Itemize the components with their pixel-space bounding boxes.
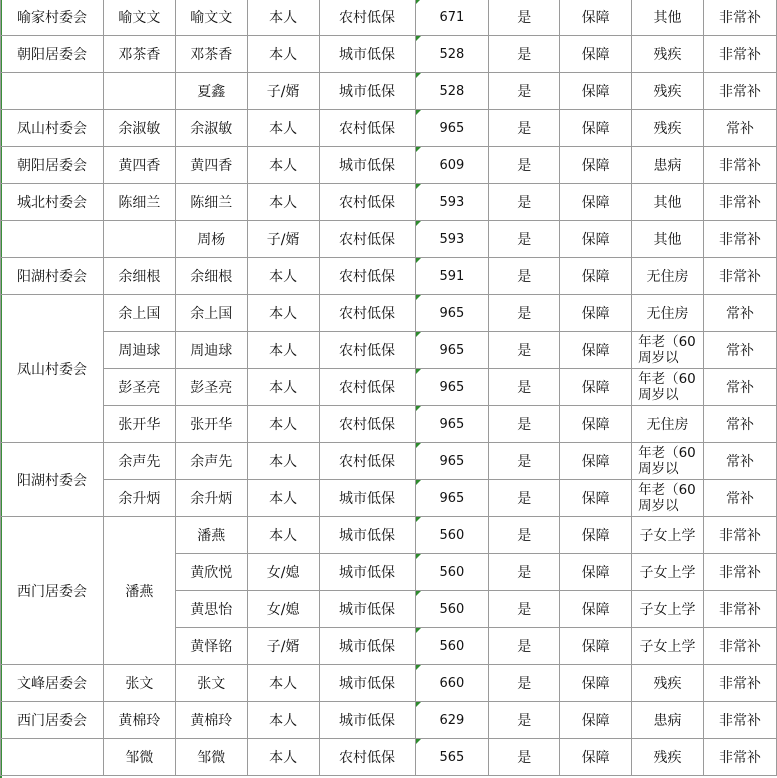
cell-amount[interactable]: 629 [415,702,489,739]
cell-village[interactable]: 凤山村委会 [1,295,104,443]
cell-type[interactable]: 农村低保 [319,295,415,332]
cell-type[interactable]: 城市低保 [319,517,415,554]
table-row [1,258,777,295]
table-row [1,517,777,554]
cell-amount[interactable]: 965 [415,369,489,406]
cell-type[interactable]: 城市低保 [319,554,415,591]
cell-name[interactable]: 周迪球 [175,332,247,369]
table-row [1,73,777,110]
cell-reason[interactable]: 子女上学 [632,517,704,554]
cell-category[interactable]: 保障 [560,36,632,73]
cell-category[interactable]: 保障 [560,443,632,480]
cell-category[interactable]: 保障 [560,369,632,406]
cell-flag[interactable]: 是 [489,184,560,221]
cell-subsidy[interactable]: 非常补 [704,739,777,776]
cell-category[interactable]: 保障 [560,480,632,517]
table-row [1,480,777,517]
cell-reason[interactable]: 无住房 [632,406,704,443]
cell-name[interactable]: 彭圣亮 [175,369,247,406]
cell-subsidy[interactable]: 非常补 [704,36,777,73]
cell-head[interactable]: 喻文文 [103,0,175,36]
cell-relation[interactable]: 女/媳 [247,554,319,591]
table-row [1,0,777,36]
cell-subsidy[interactable]: 非常补 [704,628,777,665]
cell-relation[interactable]: 子/婿 [247,221,319,258]
cell-flag[interactable]: 是 [489,0,560,36]
cell-relation[interactable]: 本人 [247,332,319,369]
cell-village[interactable] [1,221,104,258]
cell-subsidy[interactable]: 常补 [704,110,777,147]
cell-type[interactable]: 农村低保 [319,369,415,406]
table-row [1,443,777,480]
cell-category[interactable]: 保障 [560,628,632,665]
cell-category[interactable]: 保障 [560,332,632,369]
cell-flag[interactable]: 是 [489,369,560,406]
cell-category[interactable]: 保障 [560,591,632,628]
cell-relation[interactable]: 本人 [247,295,319,332]
cell-amount[interactable]: 565 [415,739,489,776]
cell-reason[interactable]: 年老（60周岁以 [632,480,704,517]
cell-type[interactable]: 农村低保 [319,258,415,295]
cell-flag[interactable]: 是 [489,258,560,295]
cell-village[interactable]: 阳湖村委会 [1,258,104,295]
cell-name[interactable]: 余淑敏 [175,110,247,147]
cell-name[interactable]: 夏鑫 [175,73,247,110]
cell-relation[interactable]: 本人 [247,443,319,480]
cell-head[interactable] [103,221,175,258]
cell-head[interactable]: 张开华 [103,406,175,443]
cell-relation[interactable]: 本人 [247,36,319,73]
cell-reason[interactable]: 年老（60周岁以 [632,369,704,406]
cell-head[interactable] [103,73,175,110]
cell-name[interactable]: 张开华 [175,406,247,443]
cell-reason[interactable]: 其他 [632,221,704,258]
cell-category[interactable]: 保障 [560,258,632,295]
cell-reason[interactable]: 子女上学 [632,628,704,665]
cell-relation[interactable]: 本人 [247,739,319,776]
table-row [1,147,777,184]
cell-relation[interactable]: 本人 [247,369,319,406]
cell-head[interactable]: 余细根 [103,258,175,295]
cell-type[interactable]: 城市低保 [319,480,415,517]
cell-subsidy[interactable]: 非常补 [704,517,777,554]
cell-type[interactable]: 农村低保 [319,739,415,776]
cell-reason[interactable]: 子女上学 [632,591,704,628]
table-row [1,739,777,776]
cell-flag[interactable]: 是 [489,554,560,591]
cell-name[interactable]: 黄欣悦 [175,554,247,591]
cell-category[interactable]: 保障 [560,73,632,110]
cell-head[interactable]: 邓茶香 [103,36,175,73]
cell-reason[interactable]: 患病 [632,147,704,184]
cell-category[interactable]: 保障 [560,406,632,443]
cell-flag[interactable]: 是 [489,628,560,665]
cell-relation[interactable]: 本人 [247,702,319,739]
cell-amount[interactable]: 560 [415,517,489,554]
cell-category[interactable]: 保障 [560,184,632,221]
cell-type[interactable]: 城市低保 [319,702,415,739]
cell-subsidy[interactable]: 常补 [704,480,777,517]
cell-subsidy[interactable]: 非常补 [704,665,777,702]
cell-subsidy[interactable]: 非常补 [704,591,777,628]
table-row [1,221,777,258]
cell-head[interactable]: 余上国 [103,295,175,332]
cell-head[interactable]: 彭圣亮 [103,369,175,406]
cell-type[interactable]: 城市低保 [319,665,415,702]
cell-name[interactable]: 黄思怡 [175,591,247,628]
cell-relation[interactable]: 本人 [247,147,319,184]
table-row [1,406,777,443]
cell-amount[interactable]: 965 [415,480,489,517]
cell-reason[interactable]: 无住房 [632,295,704,332]
cell-name[interactable]: 余上国 [175,295,247,332]
cell-name[interactable]: 黄怿铭 [175,628,247,665]
cell-flag[interactable]: 是 [489,702,560,739]
cell-amount[interactable]: 528 [415,36,489,73]
cell-type[interactable]: 城市低保 [319,147,415,184]
cell-category[interactable]: 保障 [560,702,632,739]
cell-category[interactable]: 保障 [560,147,632,184]
cell-name[interactable]: 邓茶香 [175,36,247,73]
cell-head[interactable]: 余声先 [103,443,175,480]
cell-subsidy[interactable]: 常补 [704,443,777,480]
cell-relation[interactable]: 本人 [247,110,319,147]
cell-type[interactable]: 农村低保 [319,406,415,443]
cell-category[interactable]: 保障 [560,110,632,147]
cell-category[interactable]: 保障 [560,554,632,591]
cell-name[interactable]: 周杨 [175,221,247,258]
cell-type[interactable]: 农村低保 [319,110,415,147]
table-row [1,36,777,73]
cell-head[interactable]: 黄棉玲 [103,702,175,739]
cell-category[interactable]: 保障 [560,517,632,554]
cell-village[interactable]: 朝阳居委会 [1,147,104,184]
cell-type[interactable]: 农村低保 [319,332,415,369]
table-body [1,0,777,776]
cell-relation[interactable]: 子/婿 [247,73,319,110]
cell-village[interactable]: 凤山村委会 [1,110,104,147]
cell-name[interactable]: 黄棉玲 [175,702,247,739]
cell-reason[interactable]: 残疾 [632,739,704,776]
cell-name[interactable]: 陈细兰 [175,184,247,221]
cell-head[interactable]: 黄四香 [103,147,175,184]
table-row [1,702,777,739]
cell-category[interactable]: 保障 [560,665,632,702]
cell-subsidy[interactable]: 非常补 [704,0,777,36]
cell-amount[interactable]: 528 [415,73,489,110]
cell-reason[interactable]: 残疾 [632,36,704,73]
cell-relation[interactable]: 本人 [247,258,319,295]
cell-amount[interactable]: 560 [415,554,489,591]
cell-category[interactable]: 保障 [560,739,632,776]
cell-amount[interactable]: 591 [415,258,489,295]
cell-relation[interactable]: 本人 [247,480,319,517]
cell-village[interactable]: 西门居委会 [1,517,104,665]
cell-reason[interactable]: 患病 [632,702,704,739]
cell-type[interactable]: 农村低保 [319,443,415,480]
cell-amount[interactable]: 965 [415,443,489,480]
cell-relation[interactable]: 本人 [247,184,319,221]
cell-subsidy[interactable]: 常补 [704,369,777,406]
cell-head[interactable]: 余升炳 [103,480,175,517]
cell-village[interactable]: 喻家村委会 [1,0,104,36]
cell-name[interactable]: 邹微 [175,739,247,776]
cell-name[interactable]: 喻文文 [175,0,247,36]
cell-name[interactable]: 余声先 [175,443,247,480]
cell-type[interactable]: 农村低保 [319,0,415,36]
cell-flag[interactable]: 是 [489,73,560,110]
cell-subsidy[interactable]: 常补 [704,332,777,369]
table-row [1,295,777,332]
cell-subsidy[interactable]: 非常补 [704,73,777,110]
cell-relation[interactable]: 本人 [247,0,319,36]
cell-flag[interactable]: 是 [489,739,560,776]
table-row [1,332,777,369]
cell-head[interactable]: 余淑敏 [103,110,175,147]
cell-flag[interactable]: 是 [489,36,560,73]
cell-reason[interactable]: 残疾 [632,665,704,702]
cell-subsidy[interactable]: 常补 [704,295,777,332]
cell-category[interactable]: 保障 [560,295,632,332]
cell-head[interactable]: 邹微 [103,739,175,776]
cell-type[interactable]: 城市低保 [319,73,415,110]
cell-village[interactable]: 城北村委会 [1,184,104,221]
cell-reason[interactable]: 年老（60周岁以 [632,443,704,480]
cell-flag[interactable]: 是 [489,443,560,480]
cell-flag[interactable]: 是 [489,332,560,369]
cell-amount[interactable]: 593 [415,221,489,258]
cell-amount[interactable]: 965 [415,406,489,443]
cell-head[interactable]: 潘燕 [103,517,175,665]
cell-reason[interactable]: 其他 [632,184,704,221]
cell-name[interactable]: 黄四香 [175,147,247,184]
cell-type[interactable]: 农村低保 [319,184,415,221]
cell-village[interactable]: 文峰居委会 [1,665,104,702]
cell-reason[interactable]: 残疾 [632,110,704,147]
cell-subsidy[interactable]: 非常补 [704,554,777,591]
cell-amount[interactable]: 560 [415,591,489,628]
table-row [1,665,777,702]
cell-reason[interactable]: 残疾 [632,73,704,110]
cell-amount[interactable]: 660 [415,665,489,702]
cell-village[interactable] [1,739,104,776]
cell-amount[interactable]: 965 [415,295,489,332]
cell-flag[interactable]: 是 [489,665,560,702]
cell-name[interactable]: 余细根 [175,258,247,295]
cell-relation[interactable]: 女/媳 [247,591,319,628]
cell-amount[interactable]: 965 [415,332,489,369]
cell-relation[interactable]: 本人 [247,665,319,702]
table-row [1,110,777,147]
cell-name[interactable]: 张文 [175,665,247,702]
cell-head[interactable]: 张文 [103,665,175,702]
cell-relation[interactable]: 子/婿 [247,628,319,665]
cell-amount[interactable]: 965 [415,110,489,147]
cell-village[interactable]: 朝阳居委会 [1,36,104,73]
cell-amount[interactable]: 609 [415,147,489,184]
cell-type[interactable]: 农村低保 [319,221,415,258]
cell-flag[interactable]: 是 [489,591,560,628]
cell-relation[interactable]: 本人 [247,517,319,554]
cell-type[interactable]: 城市低保 [319,591,415,628]
cell-type[interactable]: 城市低保 [319,628,415,665]
cell-flag[interactable]: 是 [489,110,560,147]
cell-name[interactable]: 余升炳 [175,480,247,517]
cell-category[interactable]: 保障 [560,221,632,258]
cell-subsidy[interactable]: 非常补 [704,702,777,739]
cell-reason[interactable]: 无住房 [632,258,704,295]
cell-subsidy[interactable]: 常补 [704,406,777,443]
cell-subsidy[interactable]: 非常补 [704,184,777,221]
cell-amount[interactable]: 593 [415,184,489,221]
cell-village[interactable] [1,73,104,110]
cell-village[interactable]: 西门居委会 [1,702,104,739]
cell-amount[interactable]: 671 [415,0,489,36]
cell-head[interactable]: 周迪球 [103,332,175,369]
cell-village[interactable]: 阳湖村委会 [1,443,104,517]
cell-relation[interactable]: 本人 [247,406,319,443]
cell-flag[interactable]: 是 [489,221,560,258]
cell-reason[interactable]: 子女上学 [632,554,704,591]
table-row [1,184,777,221]
cell-name[interactable]: 潘燕 [175,517,247,554]
cell-type[interactable]: 城市低保 [319,36,415,73]
cell-reason[interactable]: 其他 [632,0,704,36]
cell-subsidy[interactable]: 非常补 [704,258,777,295]
cell-head[interactable]: 陈细兰 [103,184,175,221]
cell-flag[interactable]: 是 [489,480,560,517]
table-row [1,369,777,406]
cell-flag[interactable]: 是 [489,295,560,332]
cell-reason[interactable]: 年老（60周岁以 [632,332,704,369]
cell-flag[interactable]: 是 [489,406,560,443]
cell-category[interactable]: 保障 [560,0,632,36]
cell-subsidy[interactable]: 非常补 [704,221,777,258]
cell-amount[interactable]: 560 [415,628,489,665]
cell-flag[interactable]: 是 [489,517,560,554]
cell-flag[interactable]: 是 [489,147,560,184]
cell-subsidy[interactable]: 非常补 [704,147,777,184]
